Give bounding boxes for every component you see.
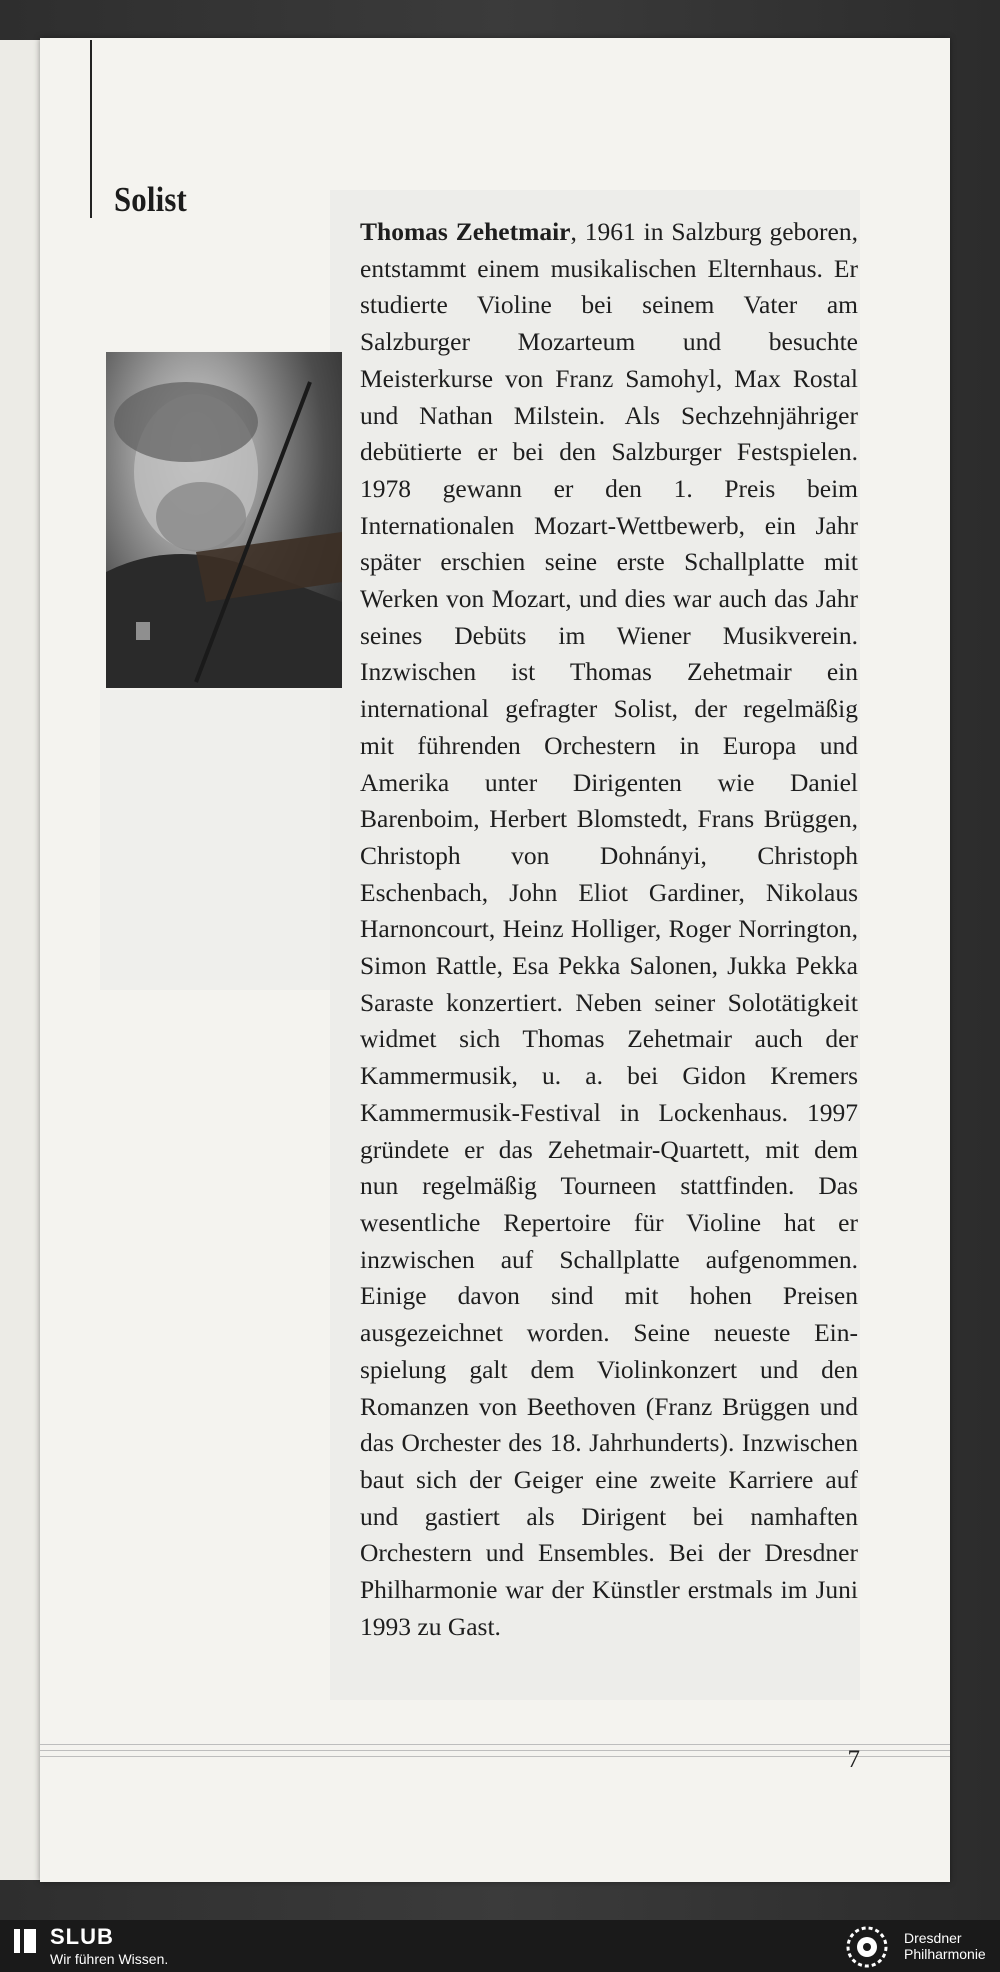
slub-logo-icon bbox=[14, 1929, 36, 1953]
biography-text bbox=[360, 214, 858, 1645]
soloist-photo bbox=[106, 352, 342, 688]
soloist-name: Thomas Zehetmair bbox=[360, 217, 571, 246]
biography-body: , 1961 in Salzburg geboren, entstammt einem musikalischen Elternhaus. Er studierte Violine bei seinem Vater am Salzburger Mozarteum und besuchte Meisterkurse von Franz Samohyl, Max Rostal und Nathan Milstein. Als Sechzehnjähriger debütierte er bei den Salzburger Festspielen. 1978 gewann er den 1. Preis beim Internationalen Mozart-Wettbewerb, ein Jahr später erschien seine erste Schallplatte mit Werken von Mozart, und dies war auch das Jahr seines Debüts im Wiener Musikverein. Inzwischen ist Thomas Zehetmair ein international gefragter Solist, der regelmäßig mit führenden Orchestern in Europa und Amerika unter Dirigenten wie Daniel Barenboim, Herbert Blomstedt, Frans Brüggen, Christoph von Dohnányi, Christoph Eschenbach, John Eliot Gardiner, Nikolaus Harnoncourt, Heinz Holliger, Roger Norrington, Simon Rattle, Esa Pekka Salonen, Jukka Pekka Saraste konzertiert. Neben seiner Solotätigkeit widmet sich Thomas Zehetmair auch der Kammermusik, u. a. bei Gidon Kremers Kammermusik-Festival in Lockenhaus. 1997 gründete er das Zehetmair-Quartett, mit dem nun regelmäßig Tourneen stattfinden. Das wesentliche Repertoire für Violine hat er inzwischen auf Schallplatte aufgenommen. Einige davon sind mit hohen Preisen ausgezeichnet worden. Seine neueste Einspielung galt dem Violinkonzert und den Romanzen von Beethoven (Franz Brüggen und das Orchester des 18. Jahrhunderts). Inzwischen baut sich der Geiger eine zweite Karriere auf und gastiert als Dirigent bei namhaften Orchestern und Ensembles. Bei der Dresdner Philharmonie war der Künstler erstmals im Juni 1993 zu Gast. bbox=[360, 217, 858, 1641]
page-title: Solist bbox=[114, 180, 187, 219]
show-through-caption bbox=[100, 690, 330, 990]
library-name: SLUB bbox=[50, 1924, 114, 1949]
library-tagline: Wir führen Wissen. bbox=[50, 1951, 169, 1967]
partner-name-line2: Philharmonie bbox=[904, 1946, 986, 1962]
violinist-portrait-icon bbox=[106, 352, 342, 688]
partner-name bbox=[904, 1930, 986, 1962]
partner-name-line1: Dresdner bbox=[904, 1930, 962, 1946]
page-number: 7 bbox=[847, 1746, 860, 1773]
viewer-footer-bar bbox=[0, 1920, 1000, 1972]
philharmonie-logo-icon bbox=[844, 1924, 890, 1970]
heading-rule bbox=[90, 40, 92, 218]
footer-rules bbox=[40, 1744, 950, 1774]
